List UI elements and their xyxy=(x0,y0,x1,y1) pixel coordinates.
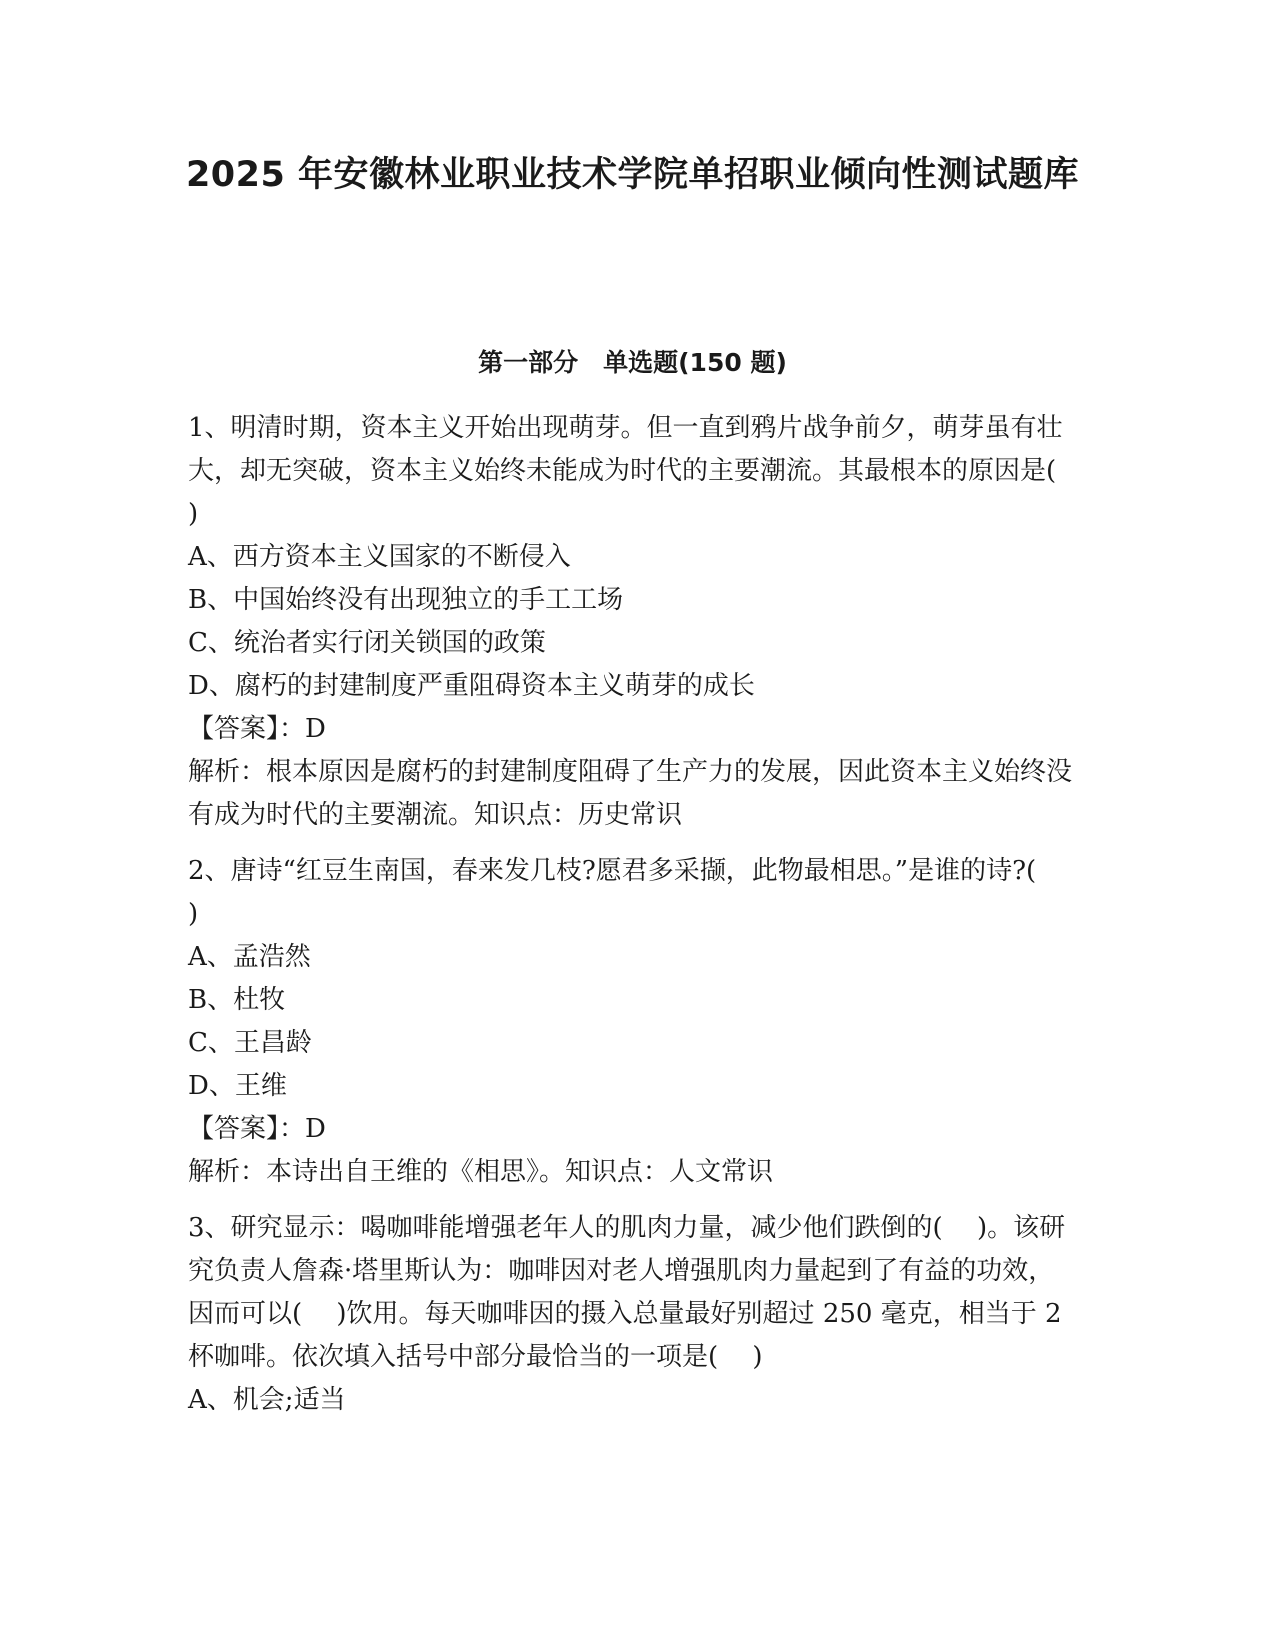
question-3 xyxy=(188,1207,1073,1422)
option-a: A、机会;适当 xyxy=(188,1385,346,1415)
document-title: 2025 年安徽林业职业技术学院单招职业倾向性测试题库 xyxy=(185,155,1080,195)
option-b: B、中国始终没有出现独立的手工工场 xyxy=(188,585,624,615)
option-a: A、西方资本主义国家的不断侵入 xyxy=(188,542,571,572)
option-b: B、杜牧 xyxy=(188,985,286,1015)
explanation: 解析：本诗出自王维的《相思》。知识点：人文常识 xyxy=(188,1157,774,1187)
option-a: A、孟浩然 xyxy=(188,942,311,972)
question-stem: 2、唐诗“红豆生南国，春来发几枝?愿君多采撷，此物最相思。”是谁的诗?( ) xyxy=(188,856,1071,929)
option-c: C、王昌龄 xyxy=(188,1028,312,1058)
answer: 【答案】：D xyxy=(188,714,326,744)
option-d: D、腐朽的封建制度严重阻碍资本主义萌芽的成长 xyxy=(188,671,755,701)
question-1 xyxy=(188,407,1091,837)
question-list xyxy=(188,407,1091,1435)
explanation: 解析：根本原因是腐朽的封建制度阻碍了生产力的发展，因此资本主义始终没有成为时代的主要潮流。知识点：历史常识 xyxy=(188,757,1073,830)
question-stem: 1、明清时期，资本主义开始出现萌芽。但一直到鸦片战争前夕，萌芽虽有壮大，却无突破，资本主义始终未能成为时代的主要潮流。其最根本的原因是( ) xyxy=(188,413,1091,529)
question-2 xyxy=(188,850,1073,1194)
section-title: 第一部分 单选题(150 题) xyxy=(478,348,787,377)
option-d: D、王维 xyxy=(188,1071,287,1101)
question-stem: 3、研究显示：喝咖啡能增强老年人的肌肉力量，减少他们跌倒的( )。该研究负责人詹森·塔里斯认为：咖啡因对老人增强肌肉力量起到了有益的功效，因而可以( )饮用。每天咖啡因的摄入总量最好别超过 250 毫克，相当于 2 杯咖啡。依次填入括号中部分最恰当的一项是( ) xyxy=(188,1213,1066,1372)
option-c: C、统治者实行闭关锁国的政策 xyxy=(188,628,546,658)
answer: 【答案】：D xyxy=(188,1114,326,1144)
